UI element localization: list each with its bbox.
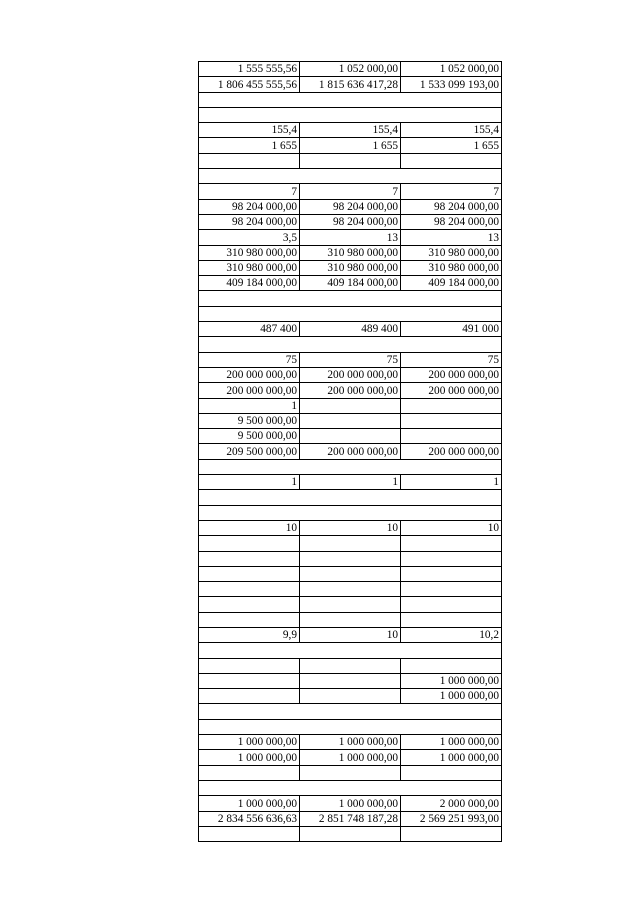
table-cell-col3 (401, 612, 502, 627)
table-row (199, 413, 502, 428)
table-cell-col2: 1 815 636 417,28 (300, 77, 401, 92)
table-cell-col3: 1 052 000,00 (401, 62, 502, 77)
table-cell-col1: 10 (199, 520, 300, 535)
table-cell-col3: 2 569 251 993,00 (401, 811, 502, 826)
table-row (199, 337, 502, 352)
table-cell-col2 (300, 658, 401, 673)
table-cell-col3: 10,2 (401, 627, 502, 642)
table-cell-col2: 409 184 000,00 (300, 276, 401, 291)
table-cell-col3: 409 184 000,00 (401, 276, 502, 291)
table-cell-col1 (199, 658, 300, 673)
table-cell-col1: 487 400 (199, 322, 300, 337)
table-cell-merged (199, 107, 502, 122)
table-cell-col3: 155,4 (401, 123, 502, 138)
table-row (199, 673, 502, 688)
table-cell-col1: 75 (199, 352, 300, 367)
table-cell-col1: 2 834 556 636,63 (199, 811, 300, 826)
table-cell-col3: 1 533 099 193,00 (401, 77, 502, 92)
table-cell-col2 (300, 398, 401, 413)
table-row (199, 612, 502, 627)
table-cell-col2 (300, 826, 401, 841)
table-cell-col1 (199, 551, 300, 566)
table-cell-col2 (300, 689, 401, 704)
table-row (199, 765, 502, 780)
table-cell-merged (199, 719, 502, 734)
table-row (199, 260, 502, 275)
table-cell-col3 (401, 597, 502, 612)
table-cell-col3: 491 000 (401, 322, 502, 337)
table-row (199, 459, 502, 474)
table-cell-col3: 1 000 000,00 (401, 673, 502, 688)
table-cell-col2: 2 851 748 187,28 (300, 811, 401, 826)
table-row (199, 551, 502, 566)
table-cell-col3: 2 000 000,00 (401, 796, 502, 811)
table-row (199, 505, 502, 520)
table-row (199, 123, 502, 138)
table-row (199, 627, 502, 642)
table-cell-col2 (300, 597, 401, 612)
table-row (199, 582, 502, 597)
table-row (199, 597, 502, 612)
table-cell-col2 (300, 765, 401, 780)
table-cell-col2: 310 980 000,00 (300, 260, 401, 275)
table-cell-col3 (401, 658, 502, 673)
table-row (199, 245, 502, 260)
table-row (199, 383, 502, 398)
table-cell-col1 (199, 597, 300, 612)
table-cell-col1 (199, 689, 300, 704)
table-cell-col3: 98 204 000,00 (401, 199, 502, 214)
table-cell-col1: 9,9 (199, 627, 300, 642)
table-cell-col2 (300, 551, 401, 566)
table-row (199, 230, 502, 245)
table-cell-col1: 7 (199, 184, 300, 199)
table-cell-col3: 13 (401, 230, 502, 245)
table-cell-col2: 7 (300, 184, 401, 199)
table-row (199, 398, 502, 413)
table-cell-col1: 98 204 000,00 (199, 199, 300, 214)
table-cell-col2 (300, 153, 401, 168)
table-cell-col1: 1 555 555,56 (199, 62, 300, 77)
table-cell-merged (199, 505, 502, 520)
table-cell-col3: 75 (401, 352, 502, 367)
table-cell-col2: 1 (300, 475, 401, 490)
table-cell-col3 (401, 429, 502, 444)
table-row (199, 490, 502, 505)
table-cell-col2: 1 052 000,00 (300, 62, 401, 77)
table-cell-col2: 489 400 (300, 322, 401, 337)
table-cell-col1: 200 000 000,00 (199, 383, 300, 398)
table-cell-col3: 1 (401, 475, 502, 490)
table-cell-col2: 10 (300, 520, 401, 535)
table-cell-col3: 10 (401, 520, 502, 535)
table-row (199, 276, 502, 291)
table-cell-merged (199, 169, 502, 184)
table-cell-col1 (199, 673, 300, 688)
table-cell-col2 (300, 582, 401, 597)
table-cell-col3: 7 (401, 184, 502, 199)
table-row (199, 429, 502, 444)
table-cell-col1: 155,4 (199, 123, 300, 138)
table-cell-col1 (199, 536, 300, 551)
table-cell-col3 (401, 566, 502, 581)
table-cell-col3: 1 000 000,00 (401, 750, 502, 765)
table-cell-col2: 75 (300, 352, 401, 367)
table-cell-col2: 10 (300, 627, 401, 642)
table-row (199, 811, 502, 826)
table-cell-col1: 1 (199, 398, 300, 413)
table-row (199, 92, 502, 107)
table-row (199, 796, 502, 811)
table-cell-col3: 310 980 000,00 (401, 245, 502, 260)
table-row (199, 367, 502, 382)
table-row (199, 199, 502, 214)
table-row (199, 184, 502, 199)
table-cell-col2: 155,4 (300, 123, 401, 138)
table-cell-col2 (300, 612, 401, 627)
table-row (199, 138, 502, 153)
table-cell-col2: 310 980 000,00 (300, 245, 401, 260)
table-cell-col3: 200 000 000,00 (401, 444, 502, 459)
table-cell-col1: 1 (199, 475, 300, 490)
table-cell-col3: 98 204 000,00 (401, 214, 502, 229)
table-cell-col1: 310 980 000,00 (199, 245, 300, 260)
table-row (199, 643, 502, 658)
table-cell-col2 (300, 429, 401, 444)
table-cell-col1: 1 655 (199, 138, 300, 153)
table-row (199, 153, 502, 168)
table-cell-col1: 310 980 000,00 (199, 260, 300, 275)
table-cell-merged (199, 704, 502, 719)
table-cell-col1 (199, 566, 300, 581)
table-cell-col3 (401, 536, 502, 551)
table-row (199, 566, 502, 581)
table-cell-col2: 98 204 000,00 (300, 199, 401, 214)
table-row (199, 750, 502, 765)
table-row (199, 444, 502, 459)
table-row (199, 322, 502, 337)
table-row (199, 306, 502, 321)
table-row (199, 780, 502, 795)
table-row (199, 475, 502, 490)
table-cell-col2: 200 000 000,00 (300, 367, 401, 382)
table-cell-col1: 1 000 000,00 (199, 750, 300, 765)
table-cell-col3: 1 655 (401, 138, 502, 153)
table-cell-col3: 1 000 000,00 (401, 735, 502, 750)
budget-table (198, 61, 502, 842)
table-cell-col2 (300, 673, 401, 688)
table-cell-col1: 200 000 000,00 (199, 367, 300, 382)
table-cell-col3 (401, 826, 502, 841)
table-cell-col1: 1 000 000,00 (199, 796, 300, 811)
table-row (199, 214, 502, 229)
table-cell-col2: 200 000 000,00 (300, 444, 401, 459)
table-cell-col2 (300, 536, 401, 551)
table-cell-merged (199, 291, 502, 306)
table-cell-col2: 1 000 000,00 (300, 750, 401, 765)
table-cell-col3: 200 000 000,00 (401, 367, 502, 382)
table-cell-col1: 98 204 000,00 (199, 214, 300, 229)
table-row (199, 735, 502, 750)
table-cell-col1: 9 500 000,00 (199, 429, 300, 444)
table-cell-col3: 310 980 000,00 (401, 260, 502, 275)
table-cell-merged (199, 306, 502, 321)
table-cell-col3 (401, 413, 502, 428)
table-cell-col2 (300, 413, 401, 428)
table-cell-col1 (199, 826, 300, 841)
table-cell-merged (199, 643, 502, 658)
table-row (199, 704, 502, 719)
table-cell-col1 (199, 582, 300, 597)
table-row (199, 291, 502, 306)
table-cell-col1: 209 500 000,00 (199, 444, 300, 459)
table-cell-col2: 98 204 000,00 (300, 214, 401, 229)
table-cell-col3: 200 000 000,00 (401, 383, 502, 398)
table-row (199, 107, 502, 122)
table-row (199, 169, 502, 184)
table-cell-merged (199, 780, 502, 795)
table-cell-col3 (401, 582, 502, 597)
table-cell-col1 (199, 153, 300, 168)
table-cell-col1: 1 000 000,00 (199, 735, 300, 750)
table-cell-col3 (401, 765, 502, 780)
table-cell-col1: 1 806 455 555,56 (199, 77, 300, 92)
table-cell-col1: 9 500 000,00 (199, 413, 300, 428)
table-cell-col2: 1 655 (300, 138, 401, 153)
table-cell-col2 (300, 566, 401, 581)
table-row (199, 536, 502, 551)
table-cell-col2: 13 (300, 230, 401, 245)
table-cell-col3 (401, 153, 502, 168)
table-cell-merged (199, 490, 502, 505)
table-cell-col1 (199, 612, 300, 627)
table-row (199, 689, 502, 704)
table-row (199, 77, 502, 92)
table-cell-col2: 200 000 000,00 (300, 383, 401, 398)
table-cell-col1 (199, 765, 300, 780)
table-cell-col3 (401, 398, 502, 413)
table-cell-col2: 1 000 000,00 (300, 796, 401, 811)
table-cell-merged (199, 92, 502, 107)
table-cell-merged (199, 459, 502, 474)
table-cell-col1: 409 184 000,00 (199, 276, 300, 291)
table-row (199, 62, 502, 77)
table-row (199, 658, 502, 673)
table-row (199, 352, 502, 367)
table-cell-col1: 3,5 (199, 230, 300, 245)
table-cell-col3 (401, 551, 502, 566)
table-row (199, 826, 502, 841)
table-cell-merged (199, 337, 502, 352)
table-row (199, 719, 502, 734)
table-body (199, 62, 502, 842)
table-cell-col3: 1 000 000,00 (401, 689, 502, 704)
table-cell-col2: 1 000 000,00 (300, 735, 401, 750)
table-row (199, 520, 502, 535)
